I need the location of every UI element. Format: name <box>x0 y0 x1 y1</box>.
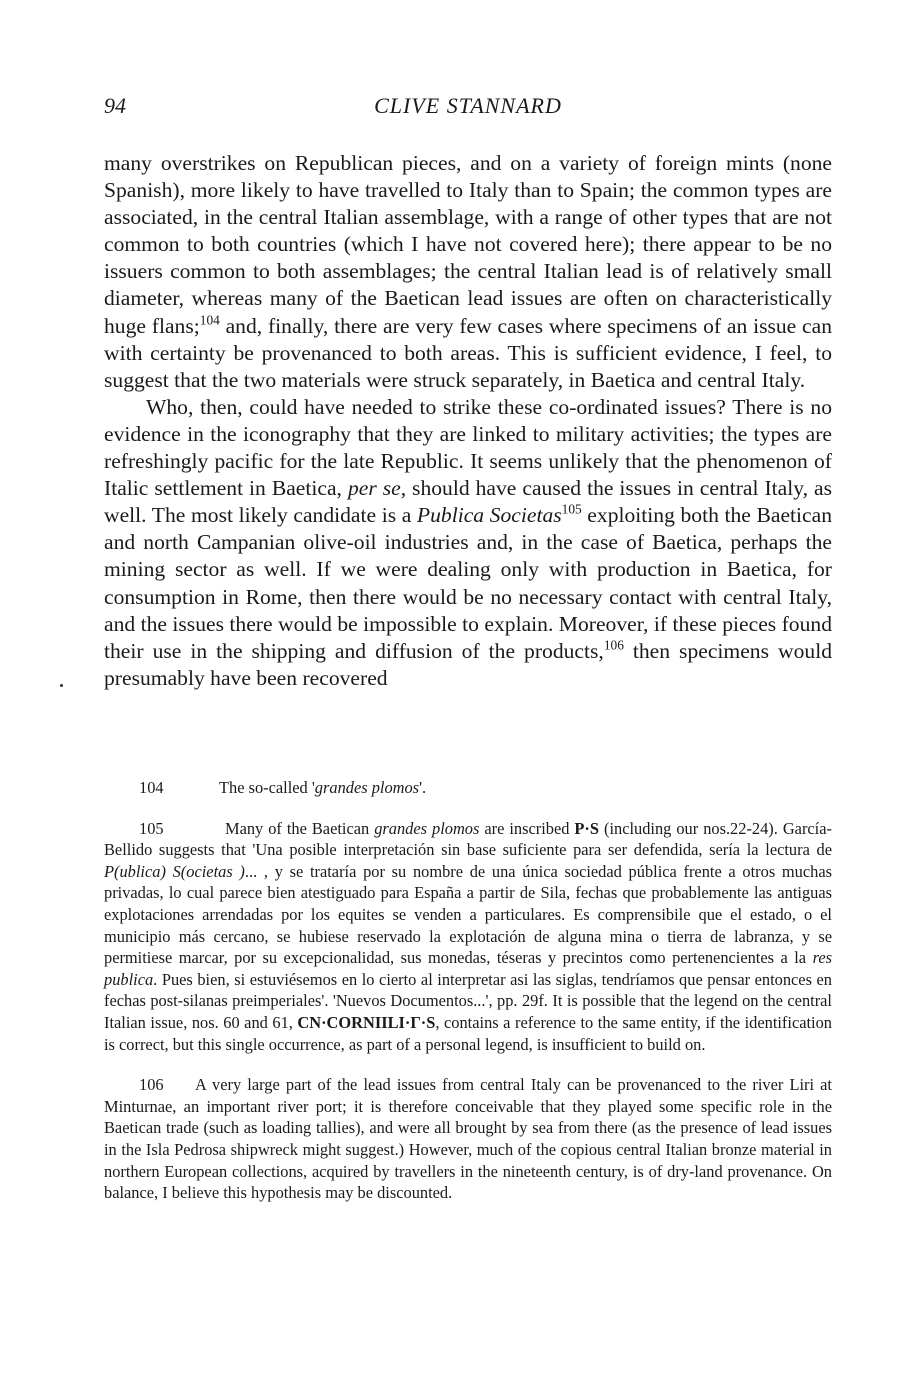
footnote-106 <box>104 1074 832 1204</box>
page-number: 94 <box>104 93 126 118</box>
text-run: and, finally, there are very few cases where specimens of an issue can with certainty be provenanced to both areas. This is sufficient evidence, I feel, to suggest that the two materials were struck separately, in Baetica and central Italy. <box>104 313 833 392</box>
text-run: (including our nos.22-24). García-Bellido suggests that 'Una posible interpretación sin base suficiente para ser defendida, sería la lectura de <box>104 818 832 860</box>
footnote-number: 106 <box>139 1075 164 1095</box>
italic-term: per se <box>347 476 401 501</box>
text-run: then specimens would presumably have been recovered <box>104 638 832 690</box>
text-run: , contains a reference to the same entity, if the identification is correct, but this single occurrence, as part of a personal legend, is insufficient to build on. <box>104 1012 832 1054</box>
paragraph-2 <box>104 394 832 692</box>
text-run: are inscribed <box>479 818 575 838</box>
page-header <box>104 93 832 123</box>
footnote-ref-104[interactable]: 104 <box>199 311 220 327</box>
margin-mark <box>60 684 63 687</box>
footnote-104 <box>104 777 832 799</box>
italic-term: grandes plomos <box>374 818 480 838</box>
footnote-105 <box>104 818 832 1056</box>
main-text <box>104 150 832 692</box>
italic-term: res publica <box>104 948 832 989</box>
footnote-number: 105 <box>139 818 164 838</box>
italic-term: grandes plomos <box>314 778 420 797</box>
paragraph-1 <box>104 150 832 394</box>
text-run: '. <box>419 778 427 797</box>
footnotes <box>104 777 832 1223</box>
text-run: exploiting both the Baetican and north Campanian olive-oil industries and, in the case of Baetica, perhaps the mining sector as well. If we were dealing only with production in Baetica, for consumption in Rome, then there would be no necessary contact with central Italy, and the issues there would be impossible to explain. Moreover, if these pieces found their use in the shipping and diffusion of the products, <box>104 503 833 663</box>
footnote-ref-105[interactable]: 105 <box>561 501 582 517</box>
italic-term: Publica Societas <box>416 503 562 528</box>
text-run: Many of the Baetican <box>225 818 375 838</box>
text-run: A very large part of the lead issues from central Italy can be provenanced to the river Liri at Minturnae, an important river port; it is therefore conceivable that they played some specific role in the Baetican trade (such as loading tallies), and were all brought by sea from there (as the presence of lead issues in the Isla Pedrosa shipwreck might suggest.) However, much of the copious central Italian bronze material in northern European collections, acquired by travellers in the nineteenth century, is of dry-land provenance. On balance, I believe this hypothesis may be discounted. <box>104 1075 832 1203</box>
text-run: Who, then, could have needed to strike these co-ordinated issues? There is no evidence in the iconography that they are linked to military activities; the types are refreshingly pacific for the late Republic. It seems unlikely that the phenomenon of Italic settlement in Baetica, <box>104 394 832 501</box>
legend-text: P·S <box>574 818 600 838</box>
italic-term: P(ublica) S(ocietas ) <box>104 861 245 881</box>
footnote-number: 104 <box>139 778 164 797</box>
text-run: , should have caused the issues in central Italy, as well. The most likely candidate is a <box>104 476 832 528</box>
text-run: many overstrikes on Republican pieces, and on a variety of foreign mints (none Spanish), more likely to have travelled to Italy than to Spain; the common types are associated, in the central Italian assemblage, with a range of other types that are not common to both countries (which I have not covered here); there appear to be no issuers common to both assemblages; the central Italian lead is of relatively small diameter, whereas many of the Baetican lead issues are often on characteristically huge flans; <box>104 151 832 338</box>
running-head: CLIVE STANNARD <box>374 93 562 118</box>
text-run: The so-called ' <box>219 778 315 797</box>
text-run: . Pues bien, si estuviésemos en lo cierto al interpretar asi las siglas, tendríamos que pensar entonces en fechas post-silanas preimperiales'. 'Nuevos Documentos...', pp. 29f. It is possible that the legend on the central Italian issue, nos. 60 and 61, <box>104 969 832 1032</box>
text-run: ... , y se trataría por su nombre de una única sociedad pública frente a otros muchas privadas, lo cual parece bien atestiguado para España a partir de Sila, fechas que probablemente las antiguas explotaciones arrendadas por los equites se venden a particulares. Es comprensibile que el estado, o el municipio más cercano, se hubiese reservado la explotación de alguna mina o tierra de labranza, y se permitiese marcar, por su excepcionalidad, sus monedas, téseras y precintos como pertenencientes a la <box>104 861 832 968</box>
footnote-ref-106[interactable]: 106 <box>603 636 624 652</box>
legend-text: CN·CORNIILI·Γ·S <box>297 1012 436 1032</box>
